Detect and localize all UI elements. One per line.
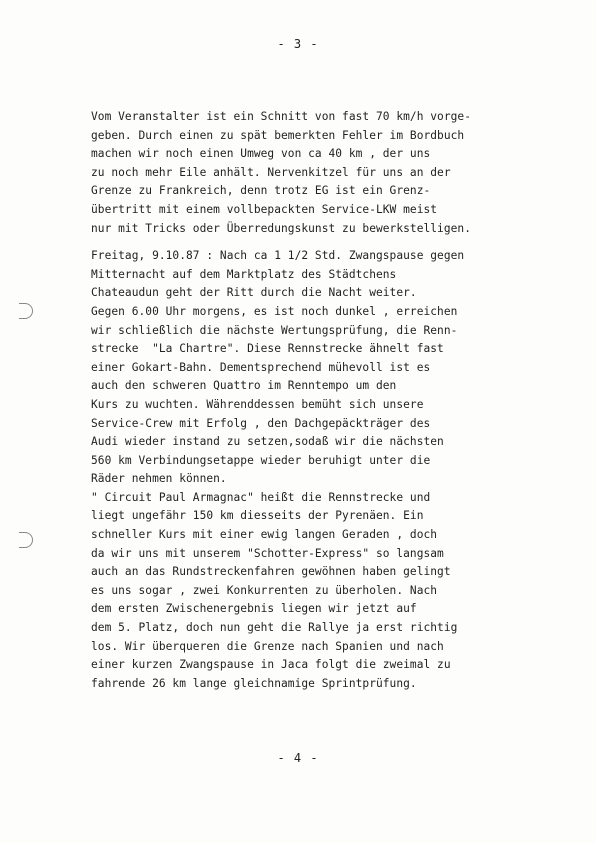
text-line: los. Wir überqueren die Grenze nach Spanien und nach [91, 639, 444, 653]
text-line: Räder nehmen können. [91, 472, 227, 486]
paragraph-1 [91, 108, 511, 238]
text-line: auch an das Rundstreckenfahren gewöhnen haben gelingt [91, 565, 451, 579]
text-line: Chateaudun geht der Ritt durch die Nacht weiter. [91, 286, 417, 300]
text-line: einer kurzen Zwangspause in Jaca folgt die zweimal zu [91, 658, 451, 672]
text-line: Freitag, 9.10.87 : Nach ca 1 1/2 Std. Zwangspause gegen [91, 249, 465, 263]
text-line: zu noch mehr Eile anhält. Nervenkitzel für uns an der [91, 165, 451, 179]
header-page-number: - 3 - [277, 37, 319, 51]
text-line: geben. Durch einen zu spät bemerkten Fehler im Bordbuch [91, 128, 465, 142]
text-line: Mitternacht auf dem Marktplatz des Städtchens [91, 267, 397, 281]
text-line: Kurs zu wuchten. Währenddessen bemüht sich unsere [91, 397, 424, 411]
text-line: übertritt mit einem vollbepackten Service-LKW meist [91, 202, 438, 216]
text-line: dem 5. Platz, doch nun geht die Rallye ja erst richtig [91, 621, 458, 635]
text-line: Service-Crew mit Erfolg , den Dachgepäckträger des [91, 416, 431, 430]
text-line: wir schließlich die nächste Wertungsprüfung, die Renn- [91, 323, 458, 337]
text-line: 560 km Verbindungsetappe wieder beruhigt unter die [91, 453, 431, 467]
punch-hole-mark [19, 303, 33, 319]
text-line: auch den schweren Quattro im Renntempo um den [91, 379, 397, 393]
text-line: strecke "La Chartre". Diese Rennstrecke ähnelt fast [91, 342, 444, 356]
footer-page-number: - 4 - [277, 751, 319, 765]
text-line: Grenze zu Frankreich, denn trotz EG ist ein Grenz- [91, 184, 431, 198]
body-text [91, 108, 511, 693]
paragraph-gap [91, 238, 511, 247]
text-line: es uns sogar , zwei Konkurrenten zu überholen. Nach [91, 583, 438, 597]
text-line: liegt ungefähr 150 km diesseits der Pyrenäen. Ein [91, 509, 424, 523]
text-line: Audi wieder instand zu setzen,sodaß wir die nächsten [91, 435, 444, 449]
punch-hole-mark [19, 532, 33, 548]
text-line: einer Gokart-Bahn. Dementsprechend mühevoll ist es [91, 360, 431, 374]
text-line: da wir uns mit unserem "Schotter-Express" so langsam [91, 546, 444, 560]
text-line: nur mit Tricks oder Überredungskunst zu bewerkstelligen. [91, 221, 471, 235]
text-line: machen wir noch einen Umweg von ca 40 km , der uns [91, 147, 431, 161]
text-line: " Circuit Paul Armagnac" heißt die Rennstrecke und [91, 490, 431, 504]
text-line: dem ersten Zwischenergebnis liegen wir jetzt auf [91, 602, 417, 616]
text-line: schneller Kurs mit einer ewig langen Geraden , doch [91, 528, 438, 542]
text-line: Gegen 6.00 Uhr morgens, es ist noch dunkel , erreichen [91, 304, 458, 318]
paragraph-2 [91, 247, 511, 693]
text-line: fahrende 26 km lange gleichnamige Sprintprüfung. [91, 676, 417, 690]
text-line: Vom Veranstalter ist ein Schnitt von fast 70 km/h vorge- [91, 110, 471, 123]
